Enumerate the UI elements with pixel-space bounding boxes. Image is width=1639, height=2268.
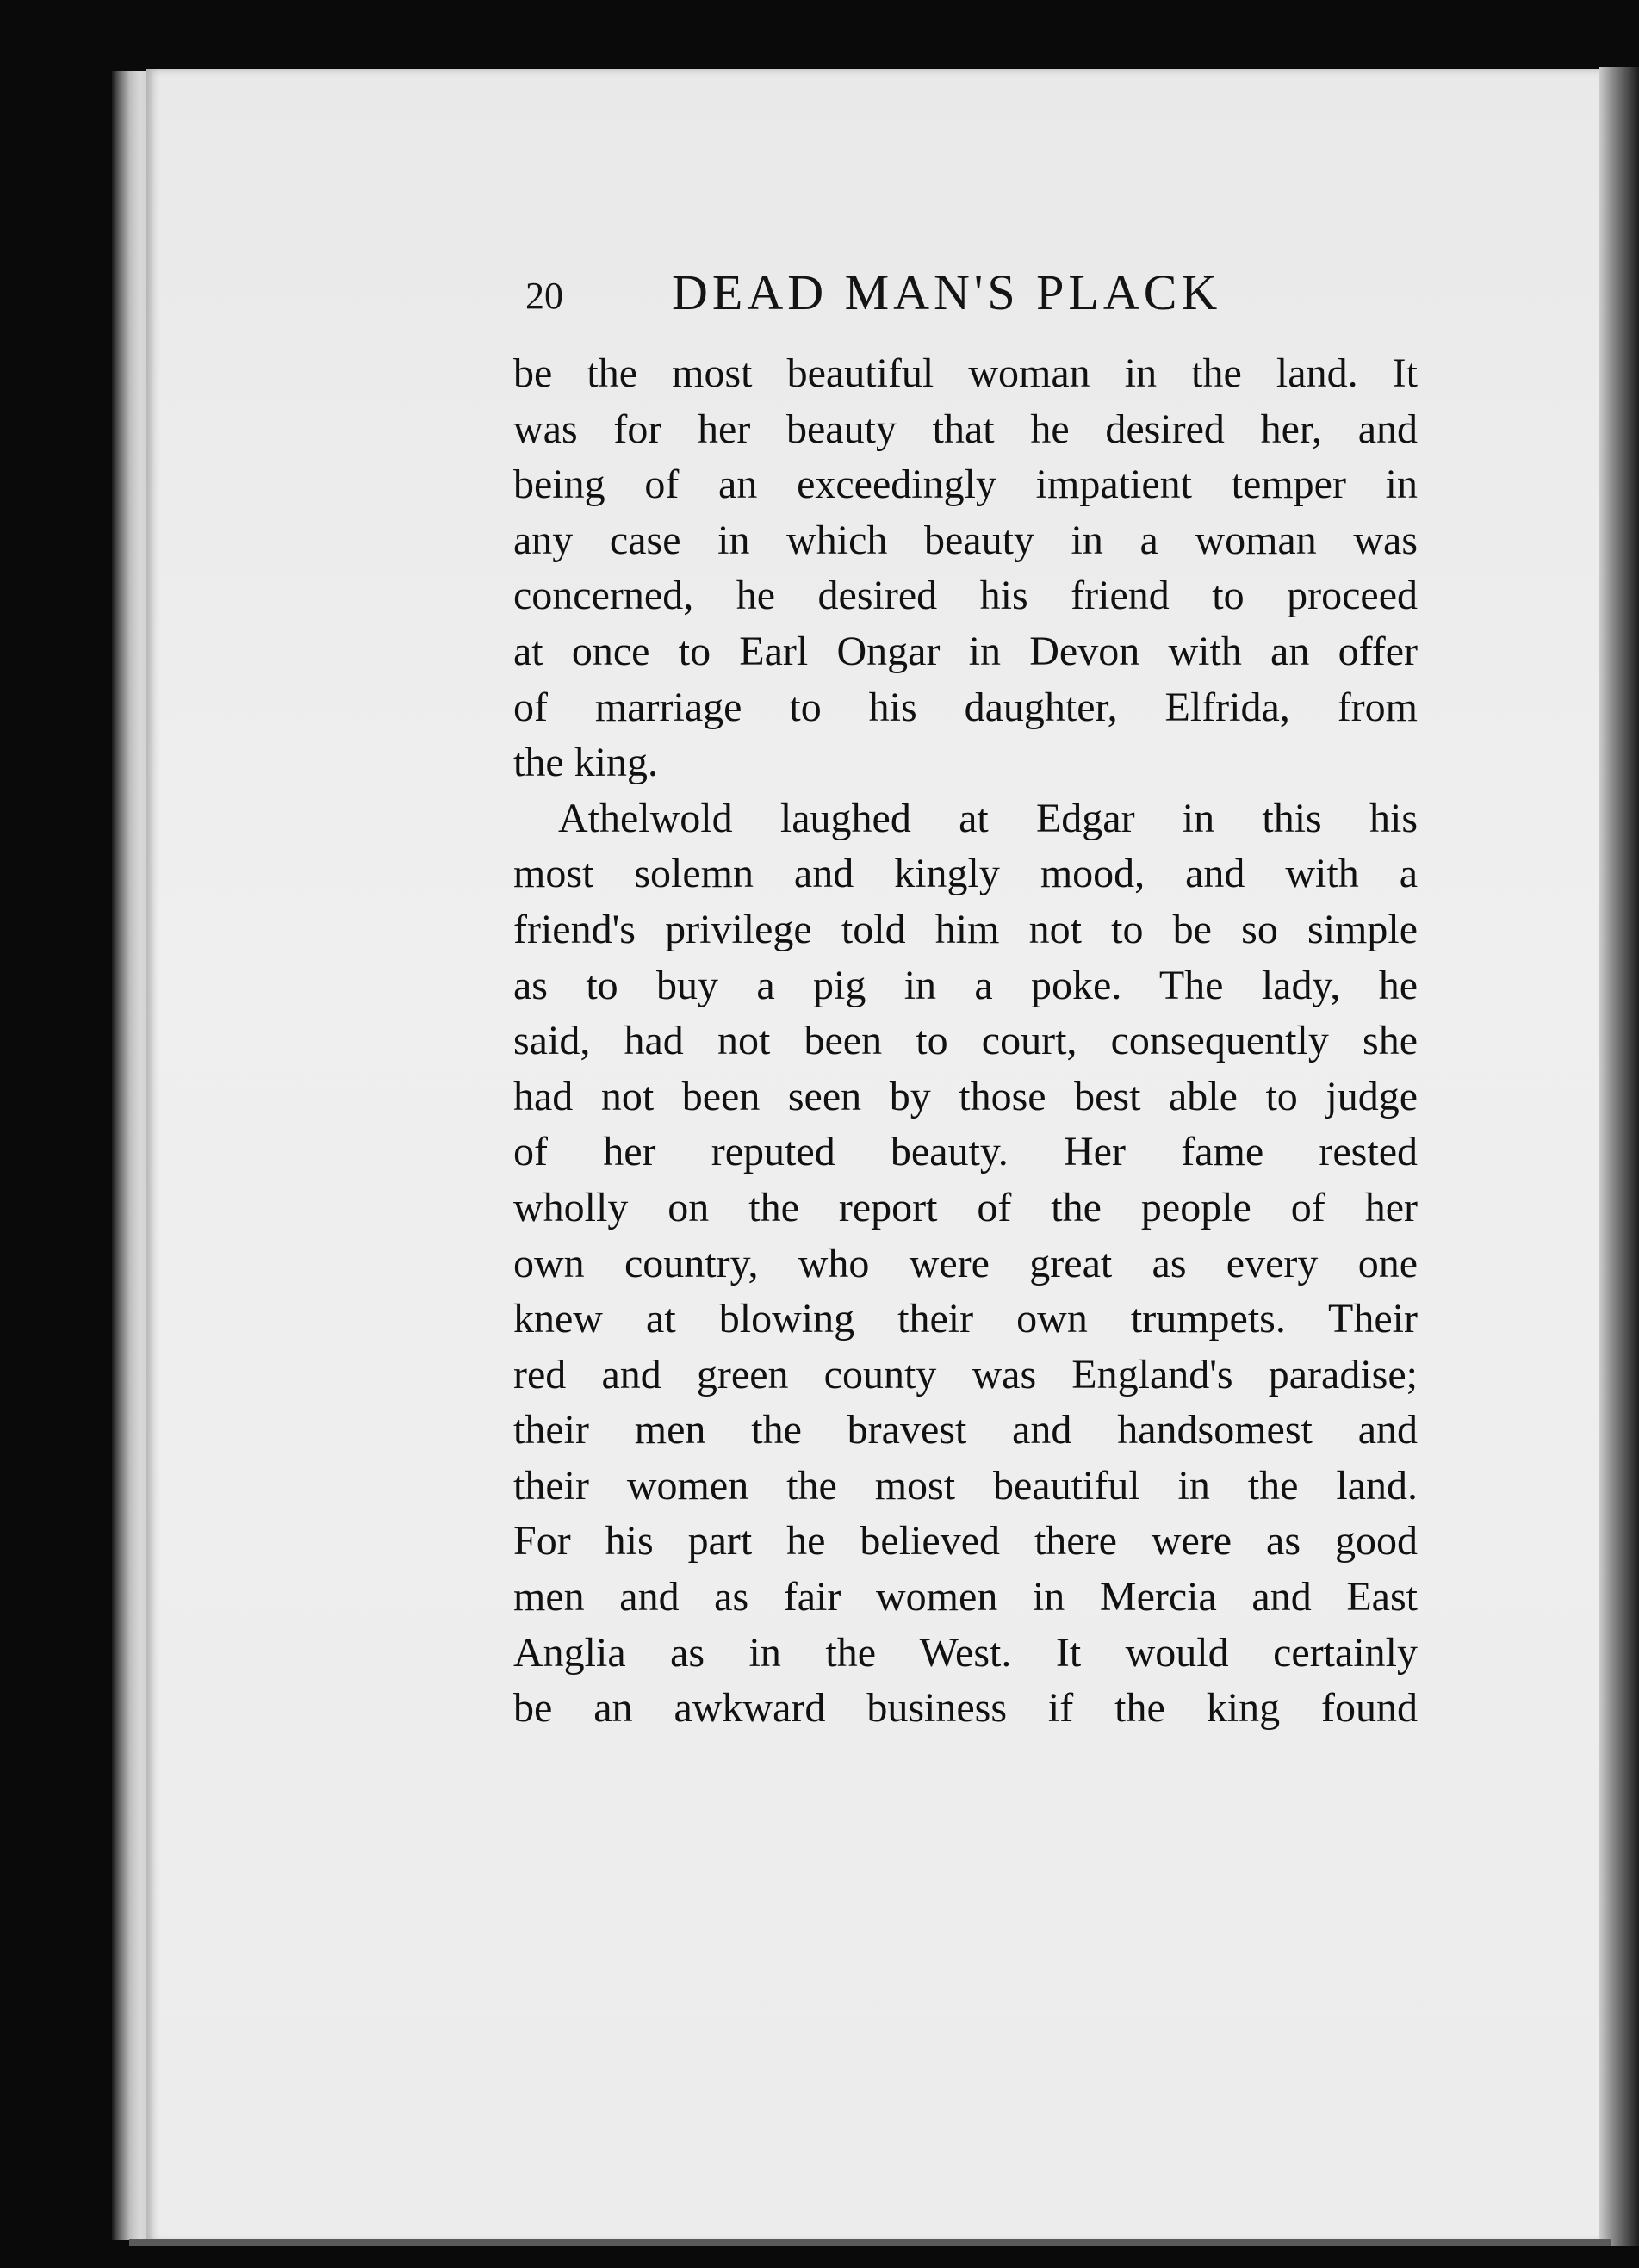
text-line: concerned, he desired his friend to proceed — [513, 573, 1418, 619]
text-line: be an awkward business if the king found — [513, 1685, 1418, 1732]
page-bottom-edge — [129, 2239, 1611, 2246]
text-line: as to buy a pig in a poke. The lady, he — [513, 962, 1418, 1008]
text-line: red and green county was England's paradise; — [513, 1351, 1418, 1397]
text-line: said, had not been to court, consequently she — [513, 1018, 1418, 1064]
text-line: their women the most beautiful in the land. — [513, 1462, 1418, 1509]
text-line: any case in which beauty in a woman was — [513, 517, 1418, 563]
text-line: Anglia as in the West. It would certainly — [513, 1629, 1418, 1676]
text-line: had not been seen by those best able to judge — [513, 1073, 1418, 1119]
text-line: men and as fair women in Mercia and East — [513, 1574, 1418, 1620]
running-title: DEAD MAN'S PLACK — [672, 264, 1222, 320]
text-line: wholly on the report of the people of her — [513, 1184, 1418, 1230]
page-header — [525, 263, 1283, 332]
text-line: of her reputed beauty. Her fame rested — [513, 1129, 1418, 1175]
text-line: the king. — [513, 740, 658, 786]
page-right-edge — [1599, 67, 1639, 2246]
text-line: most solemn and kingly mood, and with a — [513, 851, 1418, 897]
text-line: being of an exceedingly impatient temper in — [513, 462, 1418, 508]
text-line: friend's privilege told him not to be so simple — [513, 906, 1418, 952]
body-text — [513, 346, 1418, 1737]
text-line: Athelwold laughed at Edgar in this his — [558, 795, 1418, 841]
text-line: knew at blowing their own trumpets. Their — [513, 1296, 1418, 1342]
text-line: at once to Earl Ongar in Devon with an offer — [513, 628, 1418, 674]
text-line: of marriage to his daughter, Elfrida, from — [513, 684, 1418, 730]
text-line: be the most beautiful woman in the land. It — [513, 350, 1418, 396]
text-line: For his part he believed there were as good — [513, 1518, 1418, 1565]
text-line: their men the bravest and handsomest and — [513, 1407, 1418, 1453]
text-line: was for her beauty that he desired her, and — [513, 406, 1418, 452]
text-line: own country, who were great as every one — [513, 1240, 1418, 1286]
page-number: 20 — [525, 275, 563, 317]
